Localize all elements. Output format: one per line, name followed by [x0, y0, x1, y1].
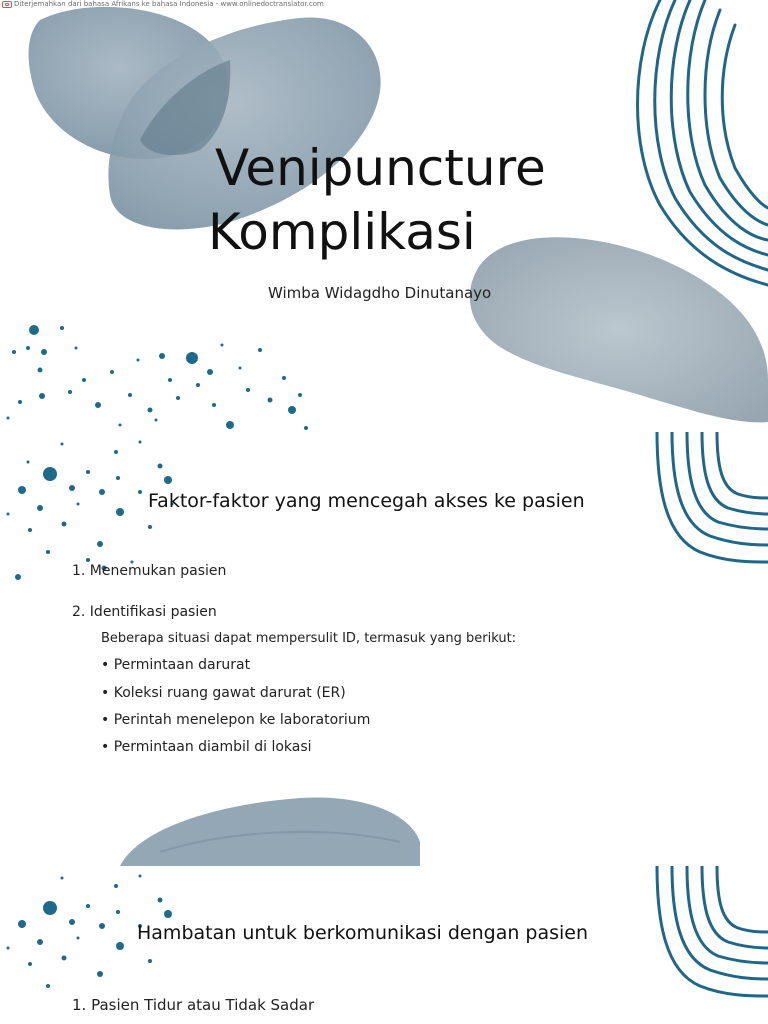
bullet-item: • Permintaan darurat	[101, 657, 251, 673]
bullet-item: • Permintaan diambil di lokasi	[101, 739, 312, 755]
ink-splatter	[7, 325, 309, 430]
author-name: Wimba Widagdho Dinutanayo	[268, 284, 492, 302]
translator-banner-text: Diterjemahkan dari bahasa Afrikans ke bahasa Indonesia - www.onlinedoctranslator.com	[14, 0, 324, 8]
slide2-heading: Faktor-faktor yang mencegah akses ke pasien	[148, 490, 585, 512]
translate-icon	[2, 1, 12, 8]
slide-communication-barriers	[0, 866, 768, 1024]
translator-banner[interactable]	[2, 0, 324, 8]
list-note: Beberapa situasi dapat mempersulit ID, termasuk yang berikut:	[101, 631, 517, 646]
teal-arcs-right	[657, 866, 768, 996]
list-item: 1. Pasien Tidur atau Tidak Sadar	[72, 996, 315, 1014]
bullet-item: • Koleksi ruang gawat darurat (ER)	[101, 685, 346, 701]
blob-right	[470, 237, 768, 422]
blob-bottom	[120, 797, 420, 866]
teal-arcs	[638, 0, 768, 285]
slide3-heading: Hambatan untuk berkomunikasi dengan pasien	[137, 922, 589, 944]
list-item: 2. Identifikasi pasien	[72, 604, 217, 620]
title-line-2: Komplikasi	[208, 203, 476, 261]
slide-access-factors	[0, 432, 768, 866]
title-line-1: Venipuncture	[215, 139, 546, 197]
list-item: 1. Menemukan pasien	[72, 563, 227, 579]
slide-title	[0, 0, 768, 432]
teal-arcs-right	[657, 432, 768, 562]
bullet-item: • Perintah menelepon ke laboratorium	[101, 712, 371, 728]
